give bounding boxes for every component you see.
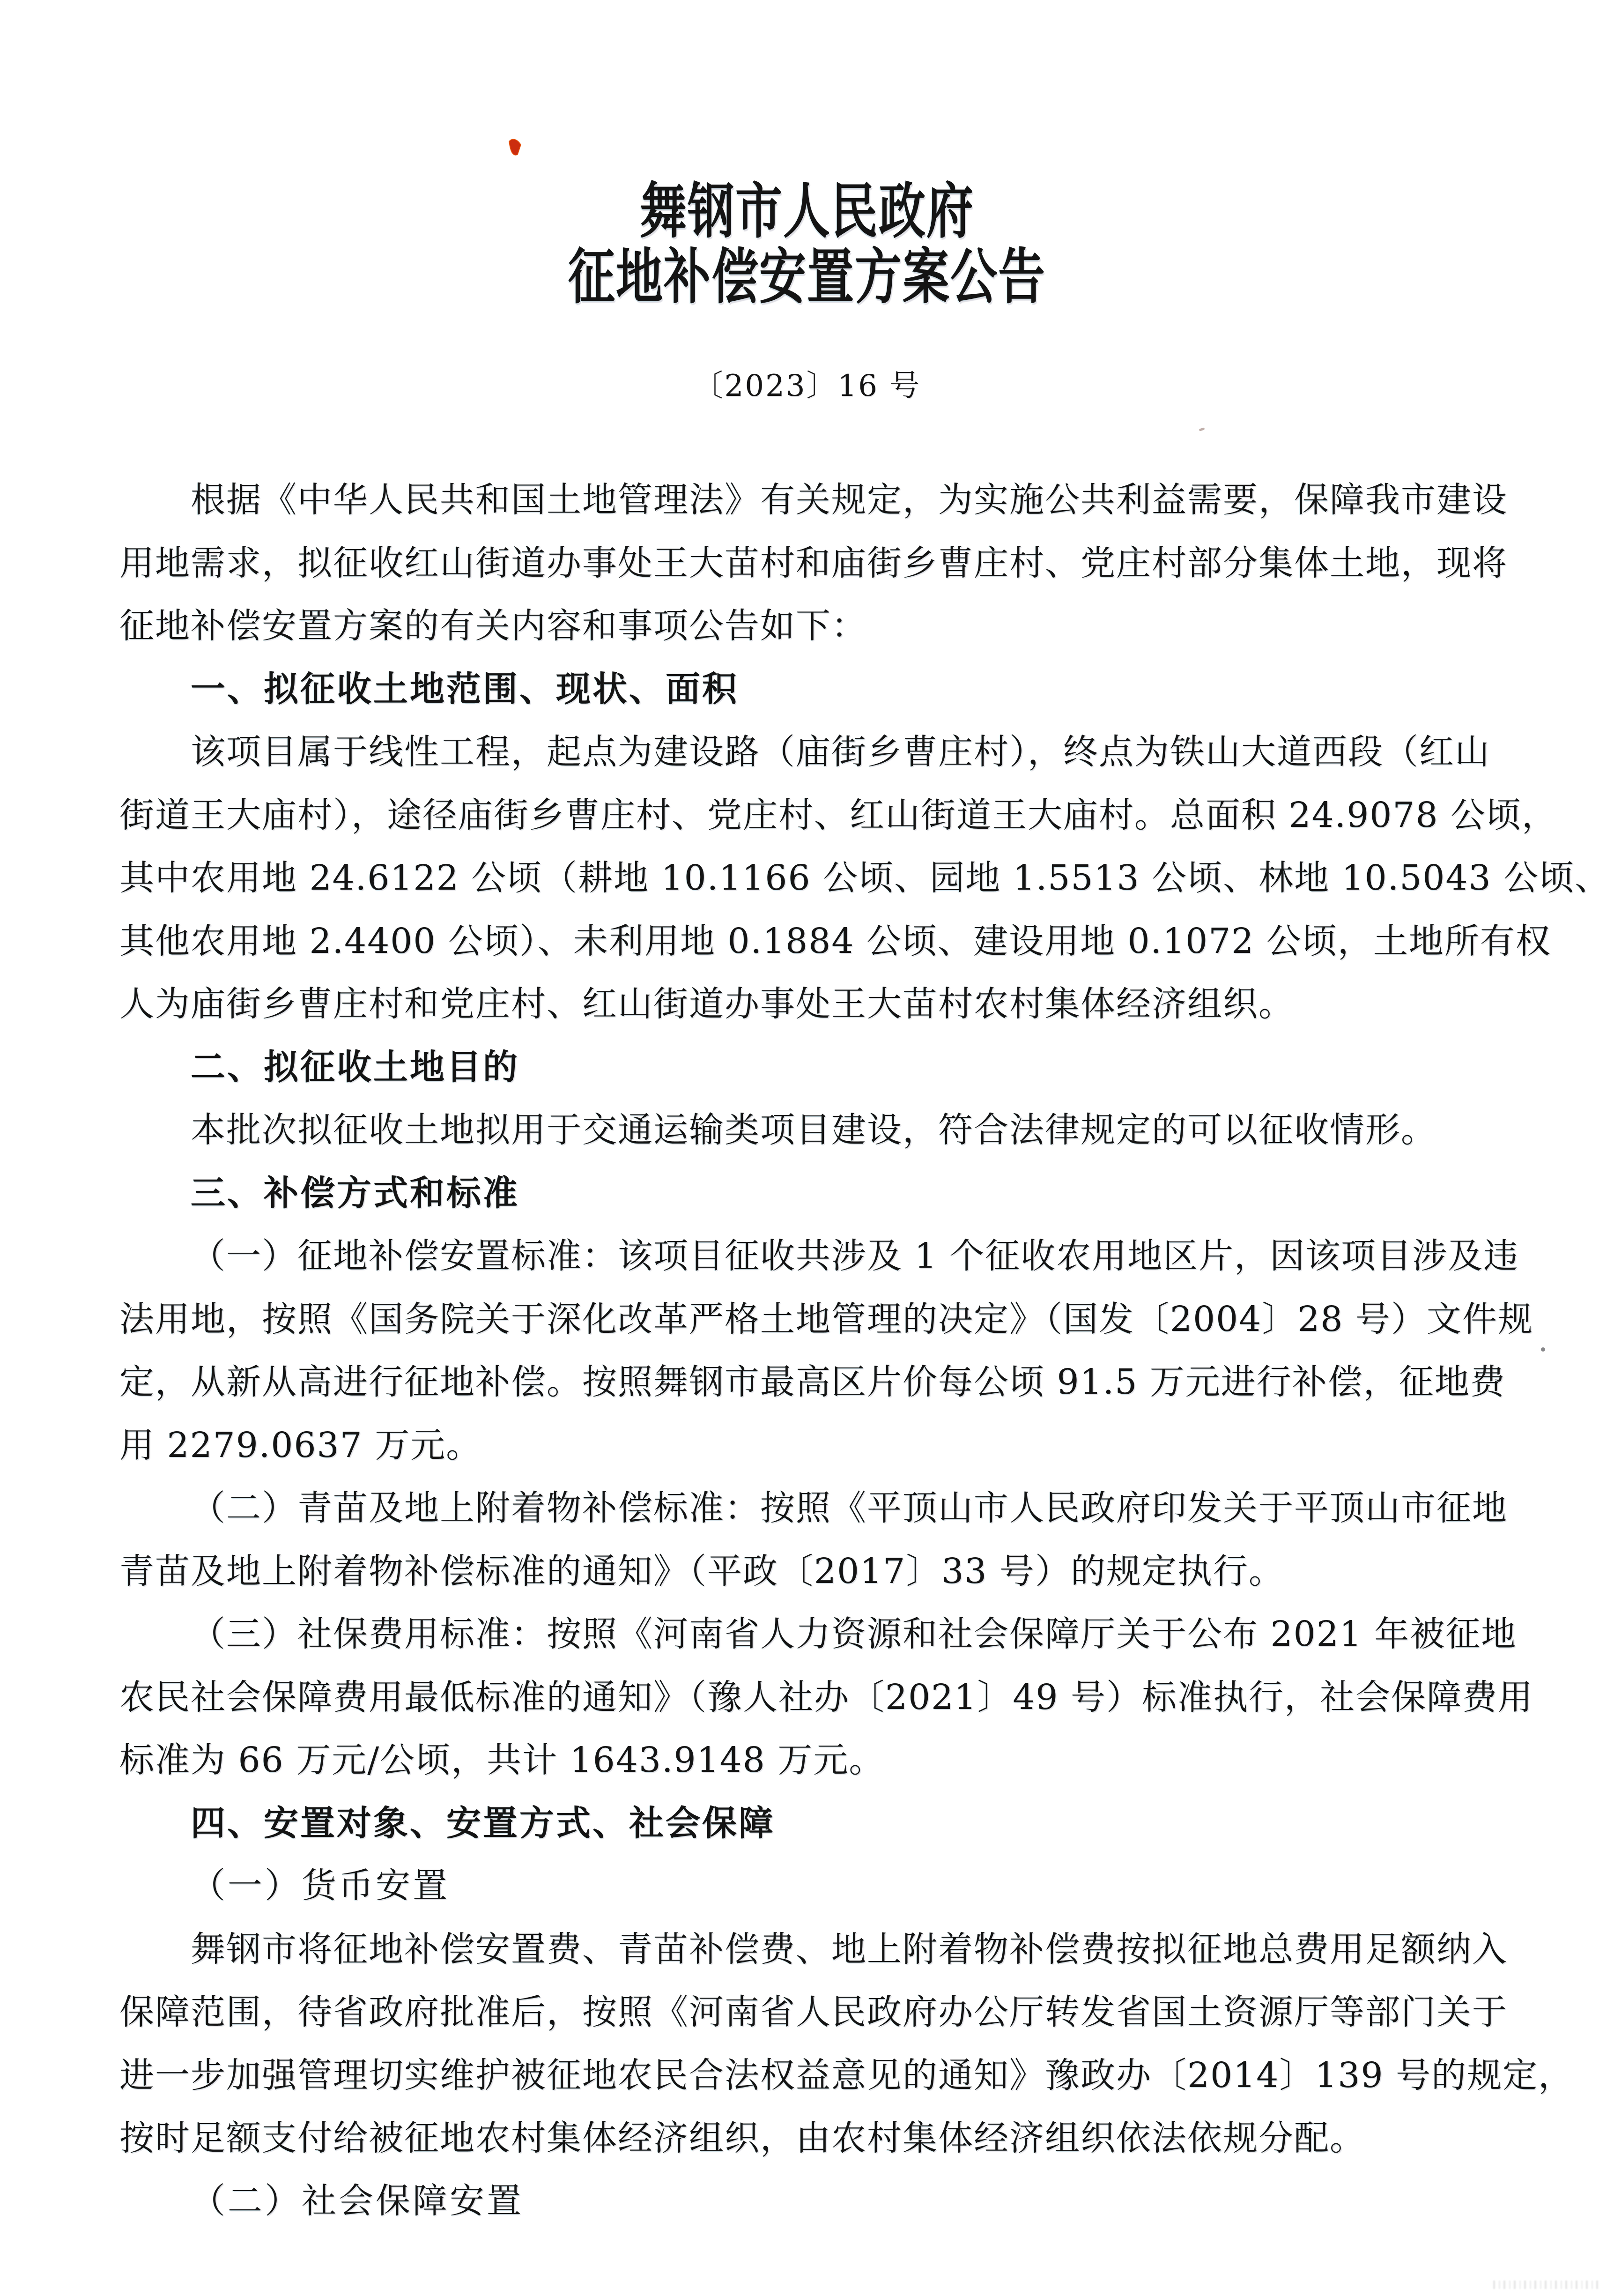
section-heading: 一、拟征收土地范围、现状、面积 [191,669,739,709]
section-heading: 二、拟征收土地目的 [191,1047,519,1087]
body-line: 本批次拟征收土地拟用于交通运输类项目建设，符合法律规定的可以征收情形。 [191,1110,1436,1150]
scan-dot [1541,1347,1545,1352]
body-line: 该项目属于线性工程，起点为建设路（庙街乡曹庄村），终点为铁山大道西段（红山 [191,732,1490,772]
body-line: 进一步加强管理切实维护被征地农民合法权益意见的通知》豫政办〔2014〕139 号的规定， [119,2055,1574,2095]
sub-heading: （二）社会保障安置 [191,2182,524,2221]
body-line: 征地补偿安置方案的有关内容和事项公告如下： [119,606,867,646]
body-line: 舞钢市将征地补偿安置费、青苗补偿费、地上附着物补偿费按拟征地总费用足额纳入 [191,1929,1508,1969]
section-heading: 四、安置对象、安置方式、社会保障 [191,1803,775,1843]
sub-heading: （一）货币安置 [191,1867,450,1905]
body-line: 农民社会保障费用最低标准的通知》（豫人社办〔2021〕49 号）标准执行，社会保障费用 [119,1677,1534,1717]
body-line: 法用地，按照《国务院关于深化改革严格土地管理的决定》（国发〔2004〕28 号）文件规 [119,1299,1534,1339]
body-line: 按时足额支付给被征地农村集体经济组织，由农村集体经济组织依法依规分配。 [119,2118,1365,2158]
body-line: 街道王大庙村），途径庙街乡曹庄村、党庄村、红山街道王大庙村。总面积 24.9078 公顷， [119,795,1558,835]
scan-speck [1199,427,1205,431]
body-line: 根据《中华人民共和国土地管理法》有关规定，为实施公共利益需要，保障我市建设 [191,480,1508,520]
document-body [119,468,1611,2233]
body-line: 其他农用地 2.4400 公顷）、未利用地 0.1884 公顷、建设用地 0.1072 公顷，土地所有权 [119,921,1551,961]
faint-scan-artifact [1493,2281,1602,2289]
body-line: （二）青苗及地上附着物补偿标准：按照《平顶山市人民政府印发关于平顶山市征地 [191,1488,1508,1528]
document-title-line1: 舞钢市人民政府 [640,175,974,246]
section-heading: 三、补偿方式和标准 [191,1173,519,1213]
body-line: 保障范围，待省政府批准后，按照《河南省人民政府办公厅转发省国土资源厅等部门关于 [119,1992,1508,2032]
document-number: 〔2023〕16 号 [693,369,921,403]
body-line: 用 2279.0637 万元。 [119,1425,482,1465]
body-line: 用地需求，拟征收红山街道办事处王大苗村和庙街乡曹庄村、党庄村部分集体土地，现将 [119,542,1508,583]
document-title-line2: 征地补偿安置方案公告 [568,241,1046,312]
body-line: （三）社保费用标准：按照《河南省人力资源和社会保障厅关于公布 2021 年被征地 [191,1614,1517,1654]
body-line: 人为庙街乡曹庄村和党庄村、红山街道办事处王大苗村农村集体经济组织。 [119,984,1294,1024]
body-line: 其中农用地 24.6122 公顷（耕地 10.1166 公顷、园地 1.5513 公顷、林地 10.5043 公顷、 [119,858,1611,898]
body-line: （一）征地补偿安置标准：该项目征收共涉及 1 个征收农用地区片，因该项目涉及违 [191,1236,1519,1276]
body-line: 青苗及地上附着物补偿标准的通知》（平政〔2017〕33 号）的规定执行。 [119,1551,1285,1591]
body-line: 定，从新从高进行征地补偿。按照舞钢市最高区片价每公顷 91.5 万元进行补偿，征地费 [119,1362,1506,1402]
body-line: 标准为 66 万元/公顷，共计 1643.9148 万元。 [119,1740,885,1780]
red-pen-mark [508,138,523,156]
